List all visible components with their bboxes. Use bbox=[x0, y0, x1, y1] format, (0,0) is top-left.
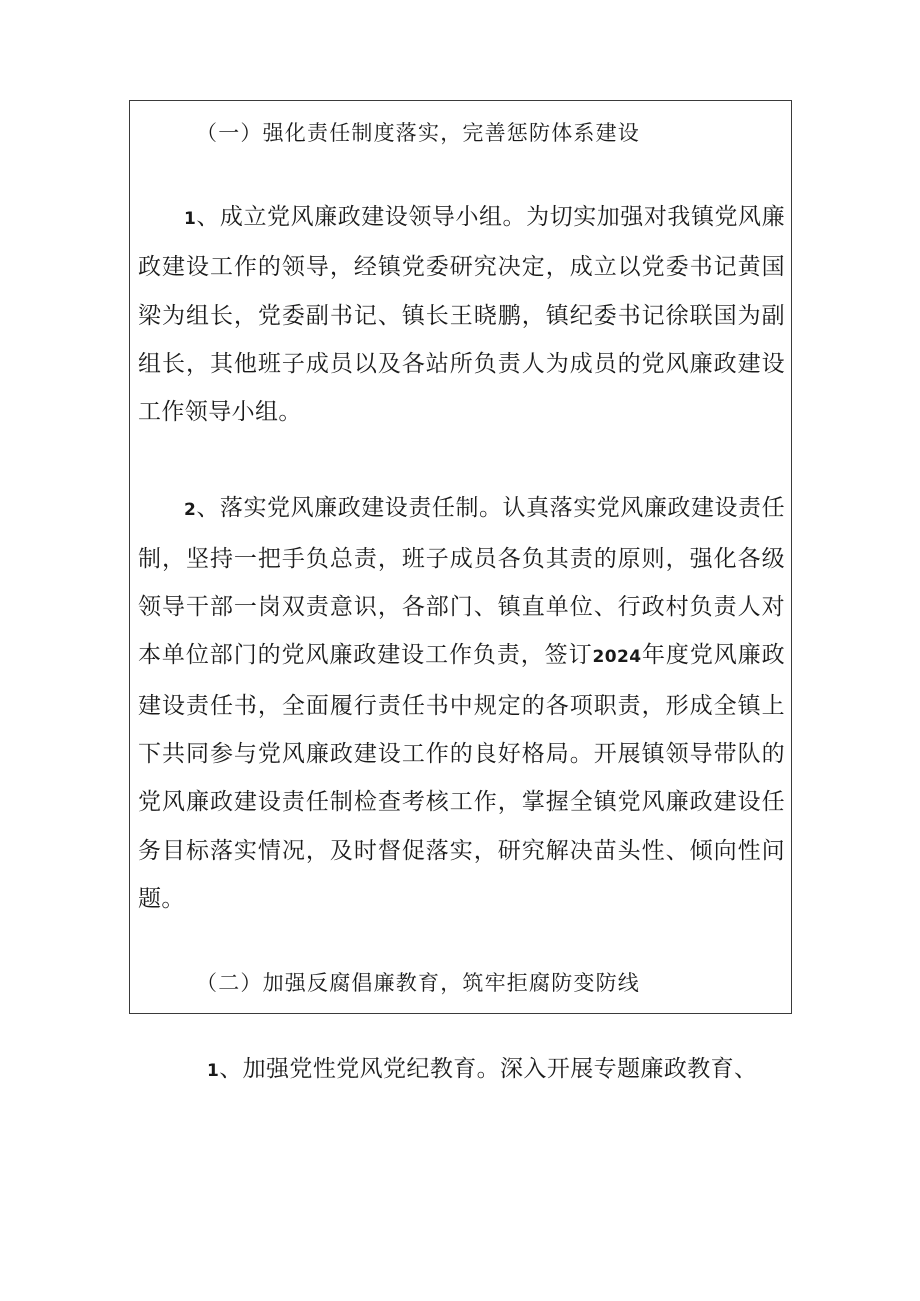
section1-item2-number: 2 bbox=[184, 500, 197, 521]
section1-item1-text: 、成立党风廉政建设领导小组。为切实加强对我镇党风廉政建设工作的领导，经镇党委研究决定，成立以党委书记黄国梁为组长，党委副书记、镇长王晓鹏，镇纪委书记徐联国为副组长，其他班子成员以及各站所负责人为成员的党风廉政建设工作领导小组。 bbox=[138, 204, 785, 426]
section1-item2-year: 2024 bbox=[592, 647, 642, 668]
section1-heading: （一）强化责任制度落实，完善惩防体系建设 bbox=[196, 121, 640, 145]
section1-item1-number: 1 bbox=[184, 209, 197, 229]
section2-item1-text: 、加强党性党风党纪教育。深入开展专题廉政教育、 bbox=[219, 1056, 758, 1083]
section2-item1-paragraph bbox=[138, 1045, 785, 1095]
section1-item2-text-after-year: 年度党风廉政建设责任书，全面履行责任书中规定的各项职责，形成全镇上下共同参与党风廉政建设工作的良好格局。开展镇领导带队的党风廉政建设责任制检查考核工作，掌握全镇党风廉政建设任务目标落实情况，及时督促落实，研究解决苗头性、倾向性问题。 bbox=[138, 642, 785, 912]
document-frame bbox=[129, 100, 792, 1083]
section1-item2-paragraph bbox=[138, 484, 785, 923]
section1-item1-paragraph bbox=[138, 193, 785, 436]
section1-item2-text-before-year: 、落实党风廉政建设责任制。认真落实党风廉政建设责任制，坚持一把手负总责，班子成员各负其责的原则，强化各级领导干部一岗双责意识，各部门、镇直单位、行政村负责人对本单位部门的党风廉政建设工作负责，签订 bbox=[138, 495, 785, 669]
section2-heading: （二）加强反腐倡廉教育，筑牢拒腐防变防线 bbox=[196, 971, 640, 996]
section2-item1-number: 1 bbox=[207, 1061, 220, 1082]
document-content bbox=[138, 113, 785, 1095]
